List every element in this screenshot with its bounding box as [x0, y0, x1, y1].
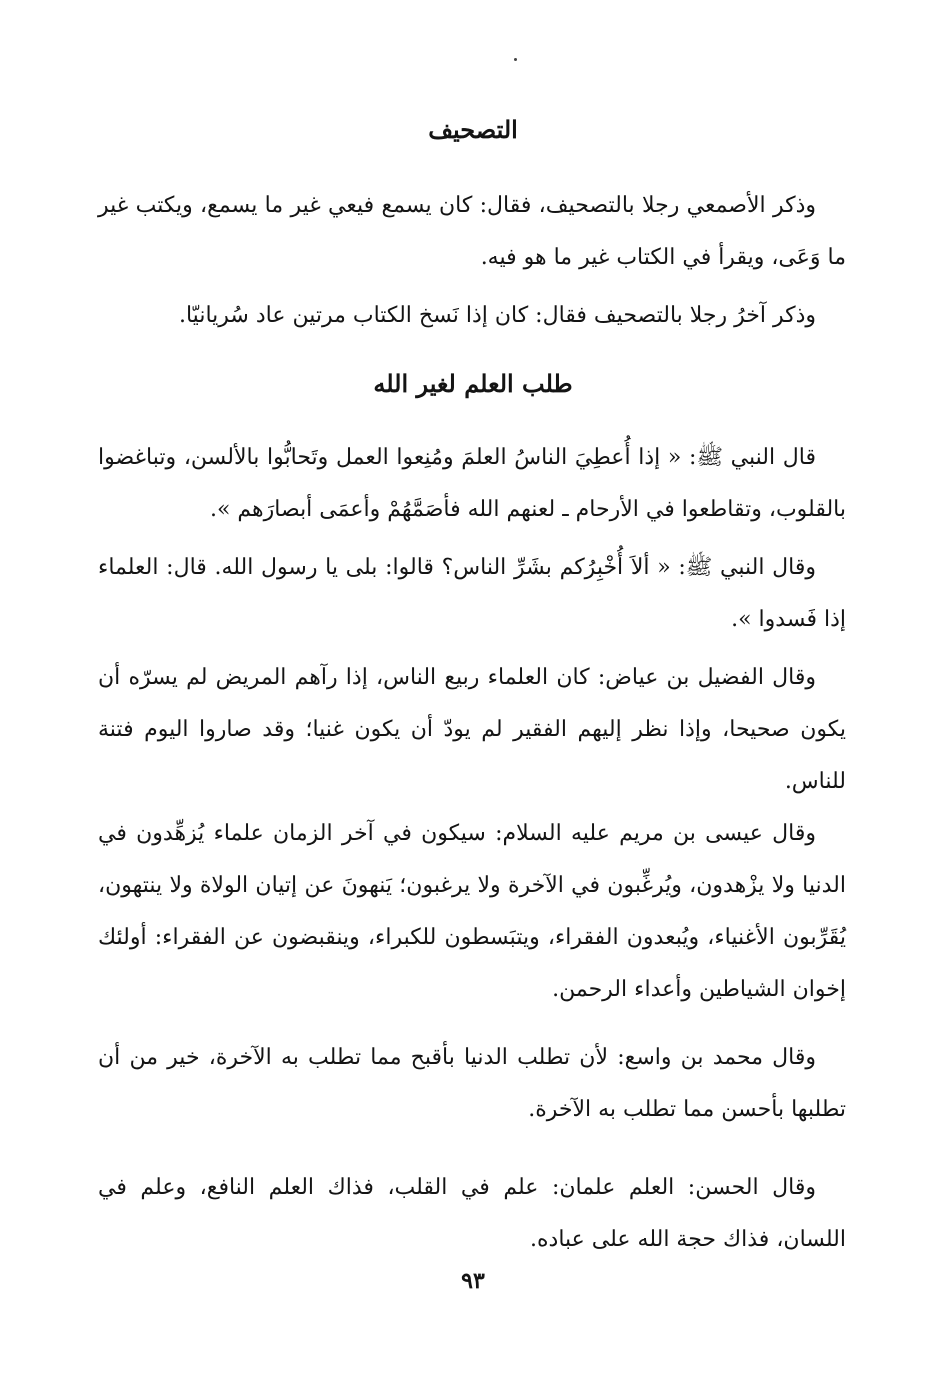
paragraph-hasan: وقال الحسن: العلم علمان: علم في القلب، فذاك العلم النافع، وعلم في اللسان، فذاك حجة الله على عباده.: [98, 1175, 846, 1252]
paragraph-hadith-sharr: وقال النبي ﷺ: « ألاَ أُخْبِرُكم بشَرِّ الناس؟ قالوا: بلى يا رسول الله. قال: العلماء إذا فَسدوا ».: [98, 555, 846, 632]
paragraph-hadith-ilm: قال النبي ﷺ: « إذا أُعطِيَ الناسُ العلمَ ومُنِعوا العمل وتَحابُّوا بالألسن، وتباغضوا بالقلوب، وتقاطعوا في الأرحام ـ لعنهم الله فأصَمَّهُمْ وأعمَى أبصارَهم ».: [98, 445, 846, 522]
section-heading-tashif: التصحيف: [428, 115, 518, 144]
paragraph-isa: وقال عيسى بن مريم عليه السلام: سيكون في آخر الزمان علماء يُزهِّدون في الدنيا ولا يزْهدون، ويُرغِّبون في الآخرة ولا يرغبون؛ يَنهونَ عن إتيان الولاة ولا ينتهون، يُقَرِّبون الأغنياء، ويُبعدون الفقراء، ويتبَسطون للكبراء، وينقبضون عن الفقراء: أولئك إخوان الشياطين وأعداء الرحمن.: [98, 821, 846, 1002]
paragraph-ibn-wasi: وقال محمد بن واسع: لأن تطلب الدنيا بأقبح مما تطلب به الآخرة، خير من أن تطلبها بأحسن مما تطلب به الآخرة.: [98, 1045, 846, 1122]
section-heading-talab-al-ilm: طلب العلم لغير الله: [373, 369, 573, 398]
page-mark: [514, 58, 517, 61]
paragraph-fudayl: وقال الفضيل بن عياض: كان العلماء ربيع الناس، إذا رآهم المريض لم يسرّه أن يكون صحيحا، وإذا نظر إليهم الفقير لم يودّ أن يكون غنيا؛ وقد صاروا اليوم فتنة للناس.: [98, 665, 846, 794]
paragraph-asmai: وذكر الأصمعي رجلا بالتصحيف، فقال: كان يسمع فيعي غير ما يسمع، ويكتب غير ما وَعَى، ويقرأ في الكتاب غير ما هو فيه.: [98, 193, 846, 270]
page-number: ٩٣: [461, 1268, 485, 1294]
paragraph-suryani: وذكر آخرُ رجلا بالتصحيف فقال: كان إذا نَسخ الكتاب مرتين عاد سُريانيّا.: [178, 303, 816, 328]
